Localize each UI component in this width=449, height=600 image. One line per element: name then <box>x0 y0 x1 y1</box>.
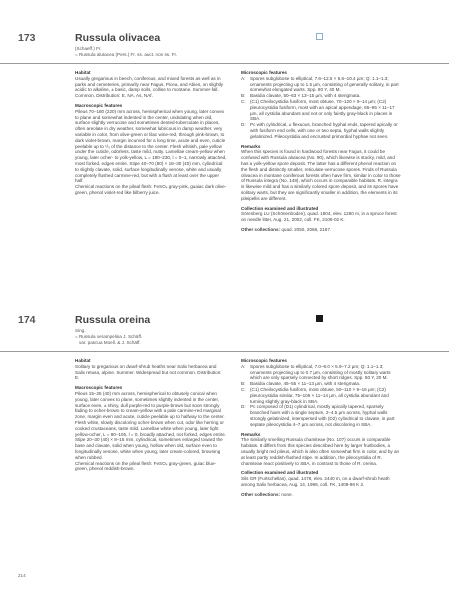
other-collections: Other collections: quad. 2050, 2068, 2167. <box>241 226 332 232</box>
page-number: 214 <box>18 573 26 578</box>
section-heading: Collection examined and illustrated <box>241 470 319 476</box>
feature-item: B: Basidia clavate, 50–63 × 13–15 µm, with 4 sterigmata. <box>241 93 361 99</box>
section-heading: Habitat <box>75 70 91 75</box>
feature-item: C: (C1) Cheilocystidia fusiform, most obtuse, 70–120 × 9–14 µm; (C2) pleurocystidia fusiform, most with an apical appendage, 65–95 × 11–17 µm, all cystidia abundant and not or only faintly gray-black in places in SBA. <box>241 98 395 122</box>
section-heading: Microscopic features <box>241 70 287 75</box>
section-heading: Microscopic features <box>241 358 287 363</box>
species-title: Russula oreina <box>75 314 151 326</box>
feature-item: B: Basidia clavate, 45–55 × 11–13 µm, with 4 sterigmata. <box>241 381 361 387</box>
right-column <box>241 358 401 498</box>
collection-text: Sörenberg LU (Schönenboden), quad. 1804, elev. 1260 m, in a spruce forest on needle litter, Aug. 21, 2002, coll. FK, 2108-02 K. <box>241 211 397 223</box>
left-column <box>75 70 227 196</box>
chemical-reactions-text: Chemical reactions on the pileal flesh: FeSO₄ gray-pink, guaiac dark olive-green, phenol violet-red like bilberry juice. <box>75 184 227 195</box>
remarks-text: When this species is found in hardwood forests near Fagus, it could be confused with Russula alutacea (No. 90), which likewise is stocky, mild, and has a yolk-yellow spore deposit. The latter has a different phenol reaction on the flesh and distinctly smaller, reticulate-verrucose spores. Finds of Russula olivacea in montane coniferous forests often have firm, similar in color to those of Russula integra (No. 148), which occurs in comparable habitats. R. integra is likewise mild and has a similarly colored spore deposit, and its spores have solitary warts, but they are significantly smaller in addition, the elements in its pileipellis are different. <box>241 149 401 201</box>
synonym: var. pascua Moell. & J. Schäff. <box>79 340 141 345</box>
species-title: Russula olivacea <box>75 32 161 44</box>
feature-item: D: Pc composed of (D1) cylindrical, mostly apically tapered, sparsely branched hairs with a single septum, 2–4.5 µm across, hyphal walls strongly gelatinized, interspersed with (D2) cylindrical to clavate, in part septate pileocystidia 4–7 µm across, not discoloring in SBA. <box>241 404 395 427</box>
habitat-text: Solitary to gregarious on dwarf-shrub heaths near Salix herbacea and Salix retusa, alpine. Summer. Widespread but not common. Distribution: E. <box>75 363 222 381</box>
authority-block <box>75 328 142 346</box>
synonym: = Russula xerampelina J. Schäff. <box>75 334 143 339</box>
status-marker-filled <box>316 315 323 322</box>
right-column <box>241 70 401 233</box>
section-heading: Remarks <box>241 431 261 437</box>
authority: (Schaeff.) Fr. <box>75 46 102 51</box>
macroscopic-text: Pileus 15–25 (40) mm across, hemispherical to obtusely conical when young, later convex to plane, sometimes slightly indented in the center, surface even, ± shiny, dull purple-red to purple-brown but soon strongly fading to ocher-brown to cream-yellow with a pale carmine-red marginal zone, margin even and acute, cuticle peelable up to halfway to the center. Flesh white, slowly discoloring ocher-brown when cut, odor like herring or cooked crustaceans, taste mild. Lamellae white when young, later light yellow-ocher, L = 80–105, l = 0, broadly attached, not forked, edges entire. Stipe 20–30 (40) × 8–15 mm, cylindrical, sometimes enlarged toward the base and clavate, solid when young, hollow when old, surface even to longitudinally venose, white when young, later cream-colored, browning when rubbed. <box>75 390 227 460</box>
section-heading: Macroscopic features <box>75 385 123 391</box>
authority: Sing. <box>75 328 86 333</box>
divider <box>0 351 449 352</box>
section-heading: Collection examined and illustrated <box>241 205 319 211</box>
feature-item: C: (C1) Cheilocystidia fusiform, most obtuse, 50–110 × 9–16 µm; (C2) pleurocystidia similar, 75–105 × 11–14 µm, all cystidia abundant and turning slightly gray-black in SBA. <box>241 386 389 404</box>
feature-item: D: Pc with cylindrical, ± flexuous, branched hyphal ends, tapered apically or with fusiform end cells, with one or two septa, hyphal walls slightly gelatinized. Pileocystidia and encrusted primordial hyphae not seen. <box>241 122 398 139</box>
authority-block <box>75 46 177 58</box>
section-heading: Habitat <box>75 358 91 363</box>
section-heading: Macroscopic features <box>75 102 123 108</box>
left-column <box>75 358 227 472</box>
status-marker-open <box>316 33 323 40</box>
synonym: = Russula alutacea (Pers.) Fr. ss. auct. non ss. Fr. <box>75 52 177 57</box>
feature-item: A: Spores subglobose to elliptical, 7.6–12.5 × 6.6–10.4 µm; Q: 1.1–1.3; ornaments projecting up to 1.5 µm, consisting of generally solitary, in part somewhat elongated warts. Spp. 80 Y, 40 M. <box>241 75 399 93</box>
remarks-text: The similarly smelling Russula chamiteae (No. 107) occurs in comparable habitats. It differs from this species described here by larger fruitbodies, a usually bright red pileus, which is also often somewhat firm in color, and by an at least partly reddish-flushed stipe. In addition, the pileocystidia of R. chamiteae react positively to SBA, in contrast to those of R. oreina. <box>241 437 400 466</box>
section-heading: Remarks <box>241 143 261 149</box>
feature-item: A: Spores subglobose to elliptical, 7.0–9.0 × 5.9–7.2 µm; Q: 1.1–1.3; ornaments projecting up to 0.7 µm, consisting of mostly solitary warts which are only sparsely connected by short ridges. Spp. 50 Y, 20 M. <box>241 363 391 381</box>
chemical-reactions-text: Chemical reactions on the pileal flesh: FeSO₄ gray-green, guiac blue-green, phenol reddish-brown. <box>75 460 217 472</box>
other-collections: Other collections: none. <box>241 491 293 497</box>
entry-number: 173 <box>18 32 36 44</box>
macroscopic-text: Pileus 70–180 (220) mm across, hemispherical when young, later convex to plane and somewhat indented in the center, undulating when old, surface slightly verrucose and sometimes dented-tuberculate in places, often areolate in dry weather, somewhat lubricous in damp weather, very variable in color, from olive-green or lilac wine-red, through pink-brown, to dark violet-brown, margin incurved for a long time, acute and even, cuticle peelable up to ¹/₃ of the distance to the center. Flesh whitish, pale yellow under the cuticle, odorless, taste mild, nutty. Lamellae cream-yellow when young, later ocher- to yolk-yellow, L = 190–230, l = 0–1, narrowly attached, most forked, edges entire. Stipe 40–70 (80) × 18–30 (40) mm, cylindrical to slightly clavate, solid, surface longitudinally venose, white and usually completely flushed carmine-red, but with a flush at least over the upper half. <box>75 108 227 184</box>
collection-text: Sils GR (Furtschellas), quad. 1478, elev. 2440 m, on a dwarf-shrub heath among Salix herbacea, Aug. 14, 1998, coll. FK, 1408-98 K 2. <box>241 476 390 487</box>
divider <box>0 63 449 64</box>
habitat-text: Usually gregarious in beech, coniferous, and mixed forests as well as in parks and cemeteries, primarily near Fagus, Picea, and Abies, on slightly acidic to alkaline, ± basic, damp soils, colline to montane. Summer-fall. Common. Distribution: E, NA, As, NAf. <box>75 75 224 99</box>
entry-number: 174 <box>18 314 36 326</box>
